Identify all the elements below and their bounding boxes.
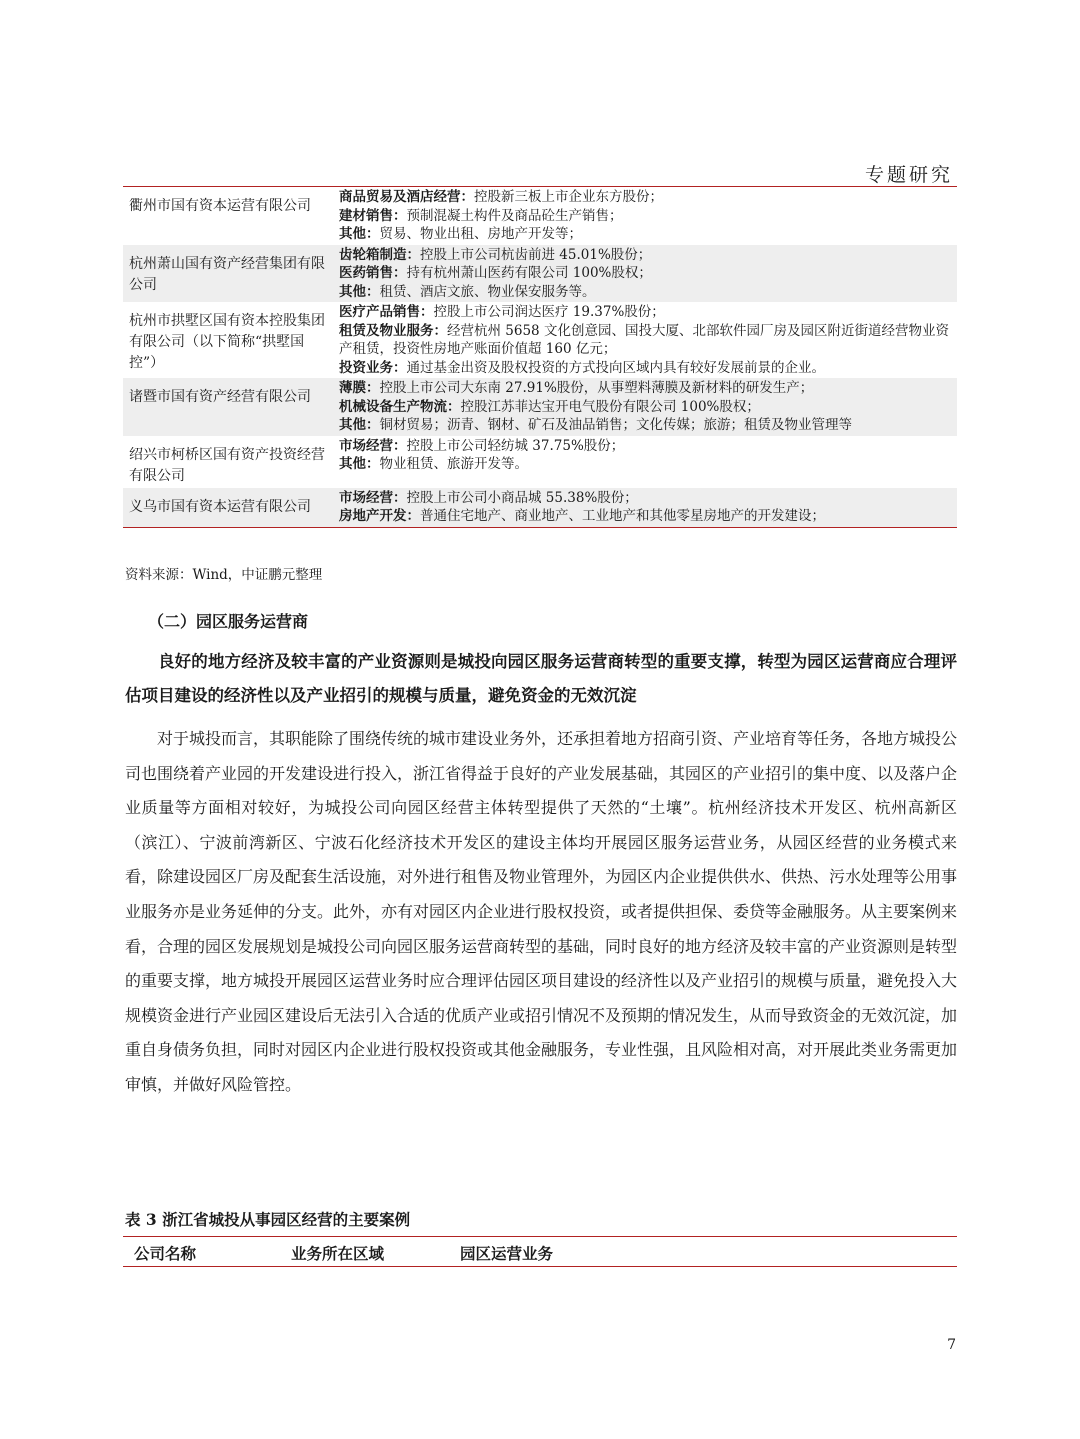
table-row	[123, 245, 957, 303]
business-line	[339, 303, 951, 322]
business-label: 商品贸易及酒店经营：	[339, 189, 474, 205]
business-text: 控股新三板上市企业东方股份；	[474, 189, 663, 205]
business-label: 建材销售：	[339, 207, 407, 224]
business-text: 持有杭州萧山医药有限公司 100%股权；	[406, 265, 652, 281]
company-name-cell: 义乌市国有资本运营有限公司	[123, 488, 331, 528]
business-label: 其他：	[339, 226, 380, 242]
company-name-cell: 衢州市国有资本运营有限公司	[129, 198, 311, 214]
business-line	[339, 188, 951, 207]
business-line	[339, 507, 951, 526]
table-row	[123, 378, 957, 436]
table-row	[123, 187, 957, 245]
business-line	[339, 264, 951, 283]
business-text: 普通住宅地产、商业地产、工业地产和其他零星房地产的开发建设；	[420, 508, 825, 524]
table3-top-rule	[123, 1236, 957, 1237]
business-cell	[331, 488, 957, 528]
company-name-cell: 诸暨市国有资产经营有限公司	[123, 378, 331, 436]
business-cell	[331, 245, 957, 303]
section-title: （二）园区服务运营商	[148, 612, 309, 631]
business-text: 通过基金出资及股权投资的方式投向区域内具有较好发展前景的企业。	[406, 359, 825, 376]
business-label: 其他：	[339, 456, 380, 472]
table-row	[123, 302, 957, 378]
business-text: 控股上市公司杭齿前进 45.01%股份；	[420, 246, 652, 263]
section-summary: 良好的地方经济及较丰富的产业资源则是城投向园区服务运营商转型的重要支撑，转型为园区运营商应合理评估项目建设的经济性以及产业招引的规模与质量，避免资金的无效沉淀	[125, 652, 957, 705]
business-label: 薄膜：	[339, 380, 380, 396]
business-text: 租赁、酒店文旅、物业保安服务等。	[379, 283, 596, 300]
business-text: 控股上市公司大东南 27.91%股份，从事塑料薄膜及新材料的研发生产；	[379, 380, 814, 396]
business-label: 房地产开发：	[339, 508, 420, 524]
table3-header-business: 园区运营业务	[460, 1244, 554, 1263]
business-cell	[331, 187, 957, 245]
business-label: 其他：	[339, 417, 380, 433]
table3-caption: 表 3 浙江省城投从事园区经营的主要案例	[125, 1210, 411, 1229]
business-label: 机械设备生产物流：	[339, 398, 461, 415]
business-cell	[331, 436, 957, 488]
business-label: 市场经营：	[339, 489, 407, 506]
section-body: 对于城投而言，其职能除了围绕传统的城市建设业务外，还承担着地方招商引资、产业培育等任务，各地方城投公司也围绕着产业园的开发建设进行投入，浙江省得益于良好的产业发展基础，其园区的产业招引的集中度、以及落户企业质量等方面相对较好，为城投公司向园区经营主体转型提供了天然的“土壤”。杭州经济技术开发区、杭州高新区（滨江）、宁波前湾新区、宁波石化经济技术开发区的建设主体均开展园区服务运营业务，从园区经营的业务模式来看，除建设园区厂房及配套生活设施，对外进行租售及物业管理外，为园区内企业提供供水、供热、污水处理等公用事业服务亦是业务延伸的分支。此外，亦有对园区内企业进行股权投资，或者提供担保、委贷等金融服务。从主要案例来看，合理的园区发展规划是城投公司向园区服务运营商转型的基础，同时良好的地方经济及较丰富的产业资源则是转型的重要支撑，地方城投开展园区运营业务时应合理评估园区项目建设的经济性以及产业招引的规模与质量，避免投入大规模资金进行产业园区建设后无法引入合适的优质产业或招引情况不及预期的情况发生，从而导致资金的无效沉淀，加重自身债务负担，同时对园区内企业进行股权投资或其他金融服务，专业性强，且风险相对高，对开展此类业务需更加审慎，并做好风险管控。	[125, 729, 958, 1094]
header-title: 专题研究	[864, 164, 953, 186]
company-name-cell: 绍兴市柯桥区国有资产投资经营有限公司	[129, 446, 325, 484]
business-label: 医疗产品销售：	[339, 304, 434, 320]
business-text: 经营杭州 5658 文化创意园、国投大厦、北部软件园厂房及园区附近街道经营物业资产租赁，投资性房地产账面价值超 160 亿元；	[339, 322, 949, 357]
business-line	[339, 283, 951, 302]
business-line	[339, 489, 951, 508]
business-line	[339, 207, 951, 226]
business-line	[339, 322, 951, 359]
table3-bottom-rule	[123, 1266, 957, 1267]
business-text: 预制混凝土构件及商品砼生产销售；	[406, 207, 623, 224]
table-source-note: 资料来源：Wind，中证鹏元整理	[125, 567, 323, 583]
business-line	[339, 379, 951, 398]
business-label: 投资业务：	[339, 359, 407, 376]
page-number: 7	[947, 1337, 956, 1353]
table3-header-region: 业务所在区域	[291, 1244, 385, 1263]
business-line	[339, 246, 951, 265]
business-text: 控股上市公司润达医疗 19.37%股份；	[433, 304, 665, 320]
table3-header-row	[123, 1240, 957, 1264]
business-text: 控股上市公司轻纺城 37.75%股份；	[406, 437, 625, 454]
business-line	[339, 398, 951, 417]
business-line	[339, 359, 951, 378]
business-line	[339, 416, 951, 435]
business-label: 市场经营：	[339, 437, 407, 454]
business-text: 铜材贸易；沥青、钢材、矿石及油品销售；文化传媒；旅游；租赁及物业管理等	[379, 417, 852, 433]
company-name-cell: 杭州市拱墅区国有资本控股集团有限公司（以下简称“拱墅国控”）	[129, 313, 325, 371]
business-text: 贸易、物业出租、房地产开发等；	[379, 226, 582, 242]
business-text: 控股江苏菲达宝开电气股份有限公司 100%股权；	[460, 398, 760, 415]
company-business-table	[123, 187, 957, 528]
business-text: 控股上市公司小商品城 55.38%股份；	[406, 489, 638, 506]
table3-header-company: 公司名称	[134, 1244, 197, 1263]
table-row	[123, 488, 957, 528]
business-cell	[331, 378, 957, 436]
table-row	[123, 436, 957, 488]
business-label: 医药销售：	[339, 265, 407, 281]
business-line	[339, 437, 951, 456]
company-name-cell: 杭州萧山国有资产经营集团有限公司	[123, 245, 331, 303]
business-label: 齿轮箱制造：	[339, 246, 420, 263]
business-line	[339, 455, 951, 474]
business-cell	[331, 302, 957, 378]
business-label: 其他：	[339, 283, 380, 300]
business-label: 租赁及物业服务：	[339, 322, 447, 339]
business-line	[339, 225, 951, 244]
business-text: 物业租赁、旅游开发等。	[379, 456, 528, 472]
